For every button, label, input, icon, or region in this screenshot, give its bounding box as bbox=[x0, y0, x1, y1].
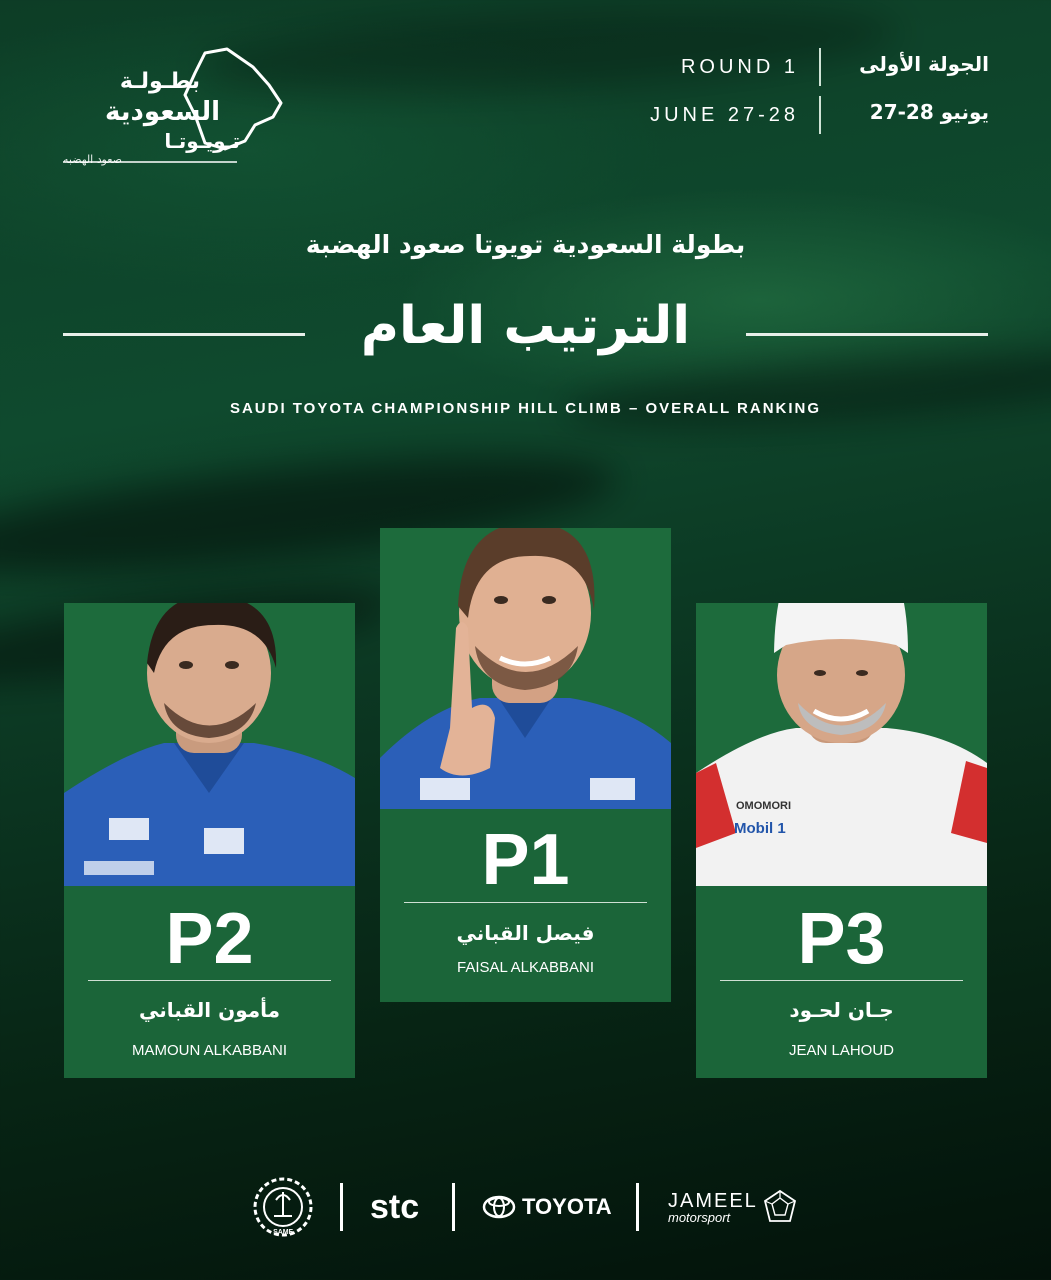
samf-text: SAMF bbox=[273, 1229, 293, 1236]
samf-logo bbox=[252, 1175, 314, 1239]
driver-info bbox=[64, 886, 355, 1078]
logo-text: السعودية bbox=[105, 97, 220, 127]
logo-text: تـويـوتـا bbox=[164, 129, 240, 153]
divider bbox=[404, 902, 647, 903]
sponsor-bar bbox=[0, 1175, 1051, 1245]
championship-name-en: SAUDI TOYOTA CHAMPIONSHIP HILL CLIMB – OVERALL RANKING bbox=[229, 400, 822, 417]
jameel-text: JAMEEL bbox=[668, 1189, 758, 1212]
motorsport-text: motorsport bbox=[668, 1209, 731, 1225]
driver-info bbox=[380, 809, 671, 1002]
championship-name-ar: بطولة السعودية تويوتا صعود الهضبة bbox=[305, 230, 746, 259]
driver-photo bbox=[380, 528, 671, 809]
divider bbox=[340, 1183, 343, 1231]
podium-card-p1 bbox=[380, 528, 671, 1002]
divider bbox=[819, 96, 821, 134]
driver-photo bbox=[696, 603, 987, 886]
round-label-ar: الجولة الأولى bbox=[859, 52, 989, 76]
divider bbox=[452, 1183, 455, 1231]
podium-card-p3 bbox=[696, 603, 987, 1078]
divider bbox=[636, 1183, 639, 1231]
championship-logo bbox=[55, 45, 295, 170]
divider bbox=[88, 980, 331, 981]
toyota-text: TOYOTA bbox=[522, 1194, 612, 1219]
divider bbox=[720, 980, 963, 981]
svg-text:Mobil 1: Mobil 1 bbox=[734, 820, 786, 837]
toyota-emblem-icon bbox=[482, 1195, 516, 1219]
position-label: P2 bbox=[165, 899, 254, 979]
driver-name-ar: مأمون القباني bbox=[138, 998, 281, 1022]
dates-row bbox=[629, 96, 989, 136]
stc-text: stc bbox=[370, 1187, 420, 1226]
round-label-en: ROUND 1 bbox=[680, 56, 799, 78]
driver-info bbox=[696, 886, 987, 1078]
title-divider bbox=[746, 333, 988, 336]
driver-name-ar: جـان لحـود bbox=[789, 998, 894, 1022]
driver-name-en: JEAN LAHOUD bbox=[788, 1042, 895, 1059]
driver-name-ar: فيصل القباني bbox=[456, 921, 595, 945]
jameel-emblem-icon bbox=[762, 1189, 798, 1225]
podium-card-p2 bbox=[64, 603, 355, 1078]
position-label: P3 bbox=[797, 899, 886, 979]
driver-name-en: FAISAL ALKABBANI bbox=[456, 959, 594, 976]
jameel-motorsport-logo bbox=[668, 1175, 798, 1239]
logo-text: بطـولـة bbox=[119, 69, 200, 94]
svg-text:OMOMORI: OMOMORI bbox=[736, 800, 791, 812]
stc-logo bbox=[370, 1175, 419, 1239]
samf-emblem-icon bbox=[252, 1176, 314, 1238]
logo-tagline: صعود الهضبه bbox=[63, 153, 122, 166]
round-row bbox=[629, 48, 989, 88]
dates-ar: 27-28 يونيو bbox=[869, 100, 989, 124]
round-info bbox=[629, 48, 989, 138]
dates-en: JUNE 27-28 bbox=[650, 104, 799, 126]
divider bbox=[819, 48, 821, 86]
page-title: الترتيب العام bbox=[360, 296, 691, 356]
driver-name-en: MAMOUN ALKABBANI bbox=[131, 1042, 288, 1059]
driver-photo bbox=[64, 603, 355, 886]
toyota-logo bbox=[482, 1175, 612, 1239]
position-label: P1 bbox=[481, 820, 570, 900]
